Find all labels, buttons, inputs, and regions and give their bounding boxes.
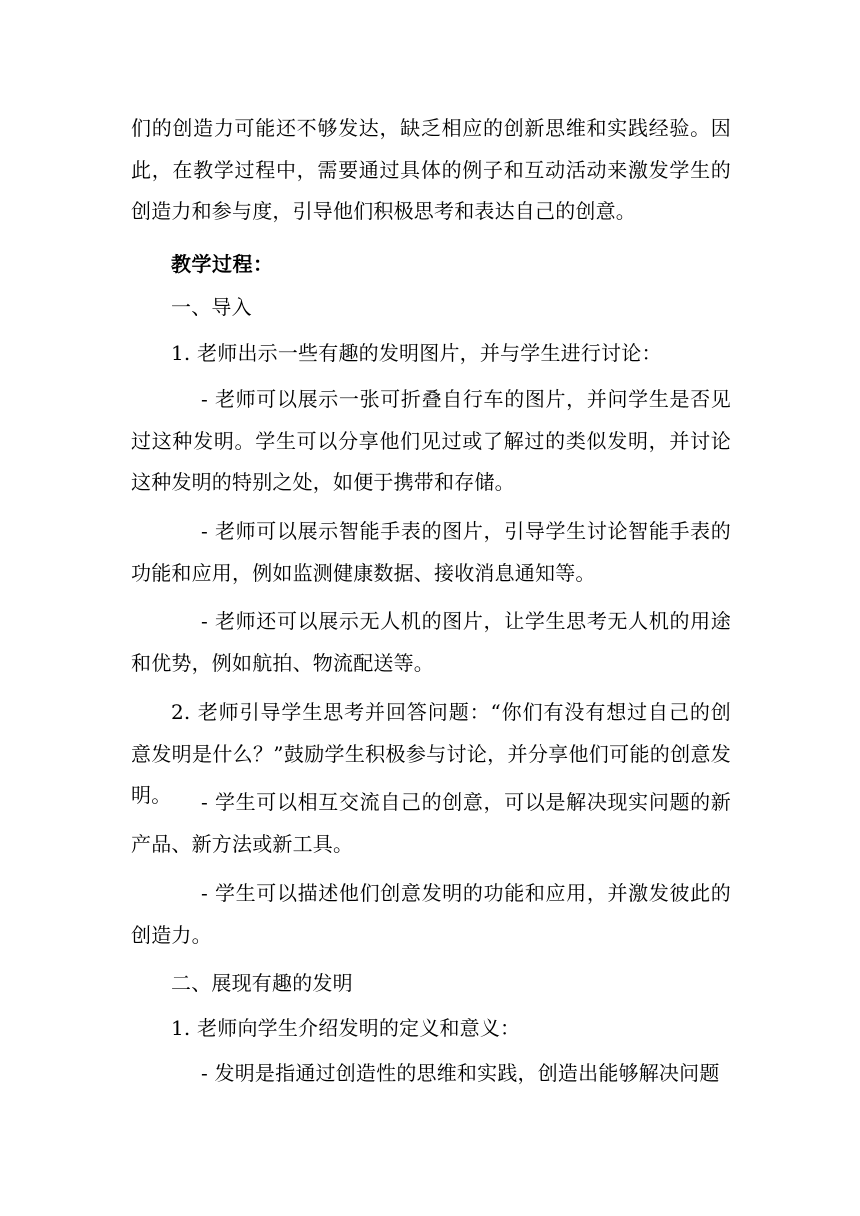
part1-title: 一、导入 — [171, 295, 252, 319]
part2-item-1: 1. 老师向学生介绍发明的定义和意义： — [171, 1016, 521, 1040]
item-1-sub-3: - 老师还可以展示无人机的图片，让学生思考无人机的用途和优势，例如航拍、物流配送等。 — [131, 609, 731, 675]
item-2-sub-1: - 学生可以相互交流自己的创意，可以是解决现实问题的新产品、新方法或新工具。 — [131, 790, 731, 856]
item-1-sub-1: - 老师可以展示一张可折叠自行车的图片，并问学生是否见过这种发明。学生可以分享他们见过或了解过的类似发明，并讨论这种发明的特别之处，如便于携带和存储。 — [131, 387, 731, 494]
item-2-sub-2: - 学生可以描述他们创意发明的功能和应用，并激发彼此的创造力。 — [131, 881, 731, 947]
item-1-sub-2: - 老师可以展示智能手表的图片，引导学生讨论智能手表的功能和应用，例如监测健康数据、接收消息通知等。 — [131, 519, 731, 585]
item-1: 1. 老师出示一些有趣的发明图片，并与学生进行讨论： — [171, 341, 662, 365]
part2-item-1-sub-1: - 发明是指通过创造性的思维和实践，创造出能够解决问题 — [201, 1061, 720, 1085]
item-2: 2. 老师引导学生思考并回答问题：“你们有没有想过自己的创意发明是什么？”鼓励学生积极参与讨论，并分享他们可能的创意发明。 — [131, 700, 731, 807]
part2-title: 二、展现有趣的发明 — [171, 971, 353, 995]
section-heading: 教学过程： — [171, 252, 274, 276]
intro-paragraph: 们的创造力可能还不够发达，缺乏相应的创新思维和实践经验。因此，在教学过程中，需要通过具体的例子和互动活动来激发学生的创造力和参与度，引导他们积极思考和表达自己的创意。 — [131, 116, 731, 223]
